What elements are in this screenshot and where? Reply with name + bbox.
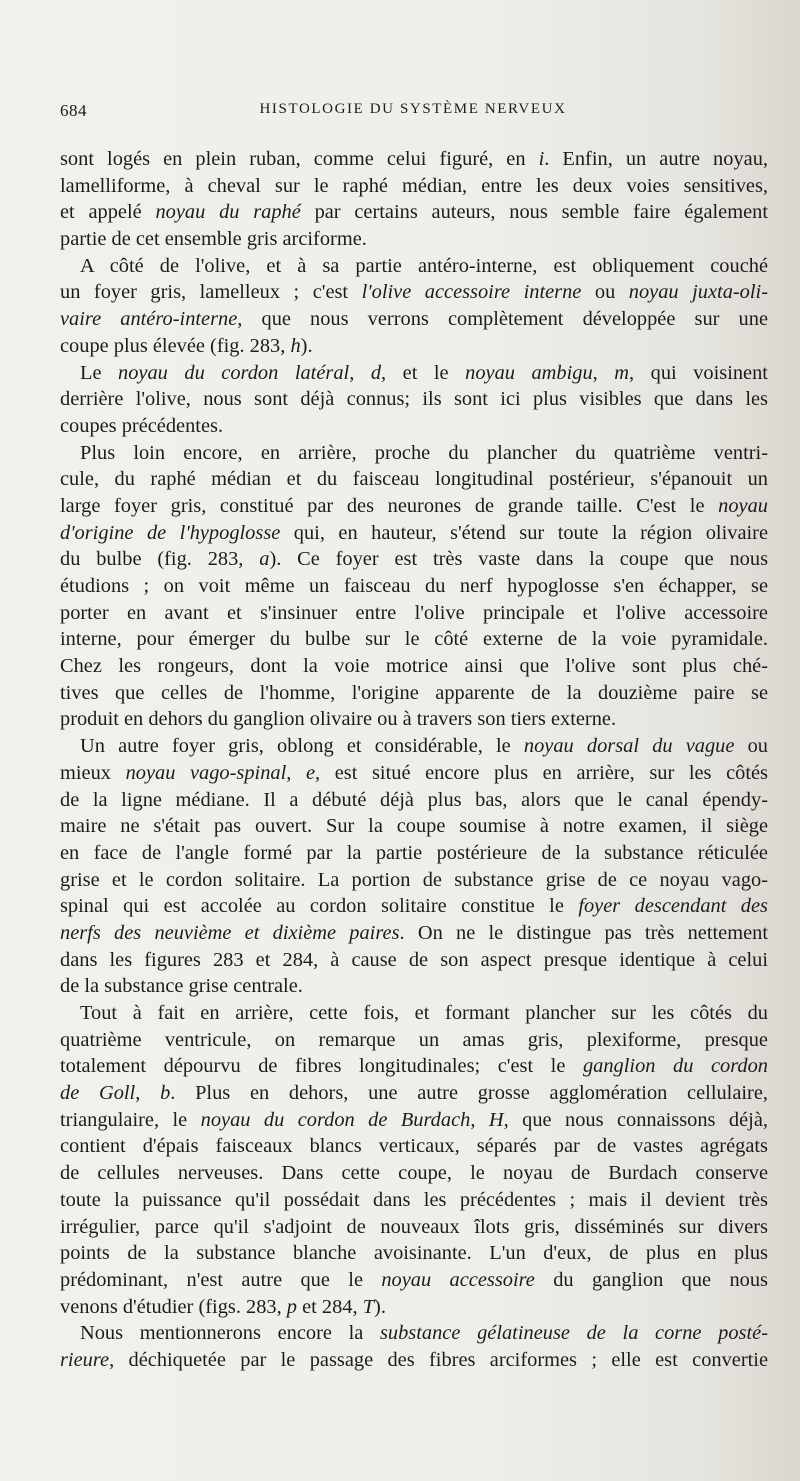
text-segment: , est situé encore plus en arrière, sur les côtés bbox=[315, 761, 768, 784]
text-line bbox=[60, 386, 768, 413]
italic-term: noyau juxta-oli- bbox=[628, 281, 769, 304]
text-segment: Nous mentionnerons encore la bbox=[80, 1322, 380, 1345]
text-segment: partie de cet ensemble gris arciforme. bbox=[60, 228, 367, 251]
text-line bbox=[60, 1214, 768, 1241]
text-segment: . Enfin, un autre noyau, bbox=[544, 148, 768, 170]
italic-term: i bbox=[538, 148, 545, 170]
italic-term: d'origine de l'hypoglosse bbox=[60, 521, 281, 544]
text-line bbox=[60, 706, 768, 733]
italic-term: l'olive accessoire interne bbox=[361, 281, 582, 304]
text-line bbox=[60, 1160, 768, 1187]
text-segment: , bbox=[592, 361, 615, 384]
italic-term: rieure bbox=[60, 1348, 110, 1371]
text-line bbox=[60, 333, 768, 360]
text-segment: du bulbe (fig. 283, bbox=[60, 548, 260, 571]
text-line bbox=[60, 466, 768, 493]
italic-term: substance gélatineuse de la corne posté- bbox=[379, 1322, 768, 1345]
text-segment: coupe plus élevée (fig. 283, bbox=[60, 334, 291, 357]
italic-term: d bbox=[370, 361, 382, 384]
text-segment: un foyer gris, lamelleux ; c'est bbox=[60, 281, 362, 304]
text-segment: qui, en hauteur, s'étend sur toute la région olivaire bbox=[280, 521, 768, 544]
italic-term: p bbox=[286, 1295, 297, 1318]
text-segment: , bbox=[470, 1108, 489, 1131]
text-line bbox=[60, 226, 768, 253]
text-segment: et 284, bbox=[297, 1295, 363, 1318]
italic-term: noyau ambigu bbox=[465, 361, 593, 384]
text-line bbox=[60, 199, 768, 226]
text-segment: totalement dépourvu de fibres longitudinales; c'est le bbox=[60, 1055, 583, 1078]
text-segment: porter en avant et s'insinuer entre l'olive principale et l'olive accessoire bbox=[60, 601, 768, 624]
text-line bbox=[60, 1053, 768, 1080]
text-segment: Tout à fait en arrière, cette fois, et formant plancher sur les côtés du bbox=[80, 1002, 768, 1024]
text-line bbox=[60, 680, 768, 707]
text-segment: large foyer gris, constitué par des neurones de grande taille. C'est le bbox=[60, 494, 719, 517]
text-segment: venons d'étudier (figs. 283, bbox=[60, 1295, 287, 1318]
text-line bbox=[60, 1000, 768, 1027]
italic-term: e bbox=[305, 761, 316, 784]
page-header bbox=[60, 101, 766, 129]
text-line bbox=[60, 1240, 768, 1267]
text-segment: points de la substance blanche avoisinante. L'un d'eux, de plus en plus bbox=[60, 1242, 768, 1265]
italic-term: h bbox=[290, 334, 301, 357]
text-segment: grise et le cordon solitaire. La portion de substance grise de ce noyau vago- bbox=[60, 868, 768, 891]
italic-term: T bbox=[362, 1295, 375, 1318]
text-line bbox=[60, 760, 768, 787]
text-segment: , que nous verrons complètement développée sur une bbox=[237, 308, 768, 331]
text-segment: sont logés en plein ruban, comme celui figuré, en bbox=[60, 148, 539, 170]
text-line bbox=[60, 360, 768, 387]
text-segment: derrière l'olive, nous sont déjà connus; ils sont ici plus visibles que dans les bbox=[60, 388, 768, 411]
text-line bbox=[60, 173, 768, 200]
text-line bbox=[60, 787, 768, 814]
text-line bbox=[60, 493, 768, 520]
text-segment: produit en dehors du ganglion olivaire ou à travers son tiers externe. bbox=[60, 708, 617, 731]
body-text bbox=[60, 146, 768, 1374]
italic-term: noyau accessoire bbox=[381, 1268, 535, 1291]
text-segment: ou bbox=[581, 281, 629, 304]
text-segment: . On ne le distingue pas très nettement bbox=[399, 921, 768, 944]
italic-term: noyau dorsal du vague bbox=[523, 735, 735, 758]
italic-term: foyer descendant des bbox=[578, 895, 768, 918]
text-segment: triangulaire, le bbox=[60, 1108, 201, 1131]
text-line bbox=[60, 1080, 768, 1107]
text-line bbox=[60, 413, 768, 440]
italic-term: H bbox=[488, 1108, 504, 1131]
page-number: 684 bbox=[60, 101, 87, 120]
text-segment: maire ne s'était pas ouvert. Sur la coupe soumise à notre examen, il siège bbox=[60, 815, 768, 838]
running-title: HISTOLOGIE DU SYSTÈME NERVEUX bbox=[259, 101, 567, 117]
text-segment: dans les figures 283 et 284, à cause de son aspect presque identique à celui bbox=[60, 948, 768, 971]
text-line bbox=[60, 653, 768, 680]
text-segment: interne, pour émerger du bulbe sur le côté externe de la voie pyramidale. bbox=[60, 628, 768, 651]
text-line bbox=[60, 893, 768, 920]
text-segment: en face de l'angle formé par la partie postérieure de la substance réticulée bbox=[60, 841, 768, 864]
text-segment: , bbox=[135, 1082, 161, 1105]
text-segment: mieux bbox=[60, 761, 126, 784]
text-line bbox=[60, 546, 768, 573]
text-line bbox=[60, 813, 768, 840]
italic-term: vaire antéro-interne bbox=[60, 308, 238, 331]
text-segment: spinal qui est accolée au cordon solitaire constitue le bbox=[60, 895, 579, 918]
text-line bbox=[60, 520, 768, 547]
text-segment: de la ligne médiane. Il a débuté déjà plus bas, alors que le canal épendy- bbox=[60, 788, 768, 811]
text-line bbox=[60, 973, 768, 1000]
text-line bbox=[60, 1347, 768, 1374]
text-line bbox=[60, 920, 768, 947]
text-line bbox=[60, 440, 768, 467]
text-segment: , et le bbox=[381, 361, 466, 384]
text-segment: par certains auteurs, nous semble faire également bbox=[300, 201, 768, 224]
text-segment: , bbox=[286, 761, 306, 784]
italic-term: noyau du raphé bbox=[155, 201, 301, 224]
text-line bbox=[60, 253, 768, 280]
text-line bbox=[60, 1267, 768, 1294]
text-segment: tives que celles de l'homme, l'origine apparente de la douzième paire se bbox=[60, 681, 768, 704]
text-segment: ou bbox=[734, 735, 768, 758]
italic-term: m bbox=[614, 361, 630, 384]
text-line bbox=[60, 867, 768, 894]
text-line bbox=[60, 1187, 768, 1214]
text-line bbox=[60, 600, 768, 627]
text-segment: cule, du raphé médian et du faisceau longitudinal postérieur, s'épanouit un bbox=[60, 468, 768, 491]
text-line bbox=[60, 947, 768, 974]
italic-term: b bbox=[160, 1082, 171, 1105]
text-line bbox=[60, 1107, 768, 1134]
text-line bbox=[60, 573, 768, 600]
text-segment: de la substance grise centrale. bbox=[60, 975, 303, 998]
text-segment: lamelliforme, à cheval sur le raphé médian, entre les deux voies sensitives, bbox=[60, 174, 768, 197]
italic-term: a bbox=[259, 548, 270, 571]
italic-term: noyau du cordon de Burdach bbox=[200, 1108, 471, 1131]
text-line bbox=[60, 1320, 768, 1347]
text-line bbox=[60, 1133, 768, 1160]
italic-term: noyau bbox=[718, 494, 768, 517]
text-line bbox=[60, 1294, 768, 1321]
text-segment: ). bbox=[300, 334, 313, 357]
italic-term: de Goll bbox=[60, 1082, 136, 1105]
text-line bbox=[60, 146, 768, 173]
text-segment: Chez les rongeurs, dont la voie motrice ainsi que l'olive sont plus ché- bbox=[60, 655, 768, 678]
text-segment: et appelé bbox=[60, 201, 156, 224]
text-segment: ). Ce foyer est très vaste dans la coupe que nous bbox=[269, 548, 769, 571]
text-segment: Un autre foyer gris, oblong et considérable, le bbox=[80, 735, 524, 758]
text-line bbox=[60, 306, 768, 333]
italic-term: nerfs des neuvième et dixième paires bbox=[60, 921, 400, 944]
text-segment: irrégulier, parce qu'il s'adjoint de nouveaux îlots gris, disséminés sur divers bbox=[60, 1215, 768, 1238]
italic-term: noyau du cordon latéral bbox=[118, 361, 350, 384]
text-segment: Le bbox=[80, 361, 119, 384]
text-line bbox=[60, 279, 768, 306]
text-line bbox=[60, 626, 768, 653]
italic-term: noyau vago-spinal bbox=[125, 761, 287, 784]
text-segment: Plus loin encore, en arrière, proche du plancher du quatrième ventri- bbox=[80, 441, 768, 464]
text-segment: , qui voisinent bbox=[629, 361, 768, 384]
italic-term: ganglion du cordon bbox=[582, 1055, 768, 1078]
text-segment: , déchiquetée par le passage des fibres arciformes ; elle est convertie bbox=[109, 1348, 768, 1371]
text-segment: , bbox=[349, 361, 371, 384]
text-line bbox=[60, 1027, 768, 1054]
text-segment: toute la puissance qu'il possédait dans les précédentes ; mais il devient très bbox=[60, 1188, 768, 1211]
text-segment: . Plus en dehors, une autre grosse agglomération cellulaire, bbox=[170, 1082, 768, 1105]
text-segment: ). bbox=[374, 1295, 386, 1318]
text-segment: , que nous connaissons déjà, bbox=[503, 1108, 768, 1131]
text-line bbox=[60, 733, 768, 760]
text-segment: étudions ; on voit même un faisceau du nerf hypoglosse s'en échapper, se bbox=[60, 575, 768, 597]
text-segment: de cellules nerveuses. Dans cette coupe, le noyau de Burdach conserve bbox=[60, 1162, 768, 1185]
text-segment: quatrième ventricule, on remarque un amas gris, plexiforme, presque bbox=[60, 1028, 768, 1051]
text-segment: coupes précédentes. bbox=[60, 414, 224, 437]
text-segment: A côté de l'olive, et à sa partie antéro-interne, est obliquement couché bbox=[80, 254, 768, 277]
text-line bbox=[60, 840, 768, 867]
text-segment: prédominant, n'est autre que le bbox=[60, 1268, 382, 1291]
text-segment: du ganglion que nous bbox=[534, 1268, 768, 1291]
text-segment: contient d'épais faisceaux blancs verticaux, séparés par de vastes agrégats bbox=[60, 1135, 768, 1158]
